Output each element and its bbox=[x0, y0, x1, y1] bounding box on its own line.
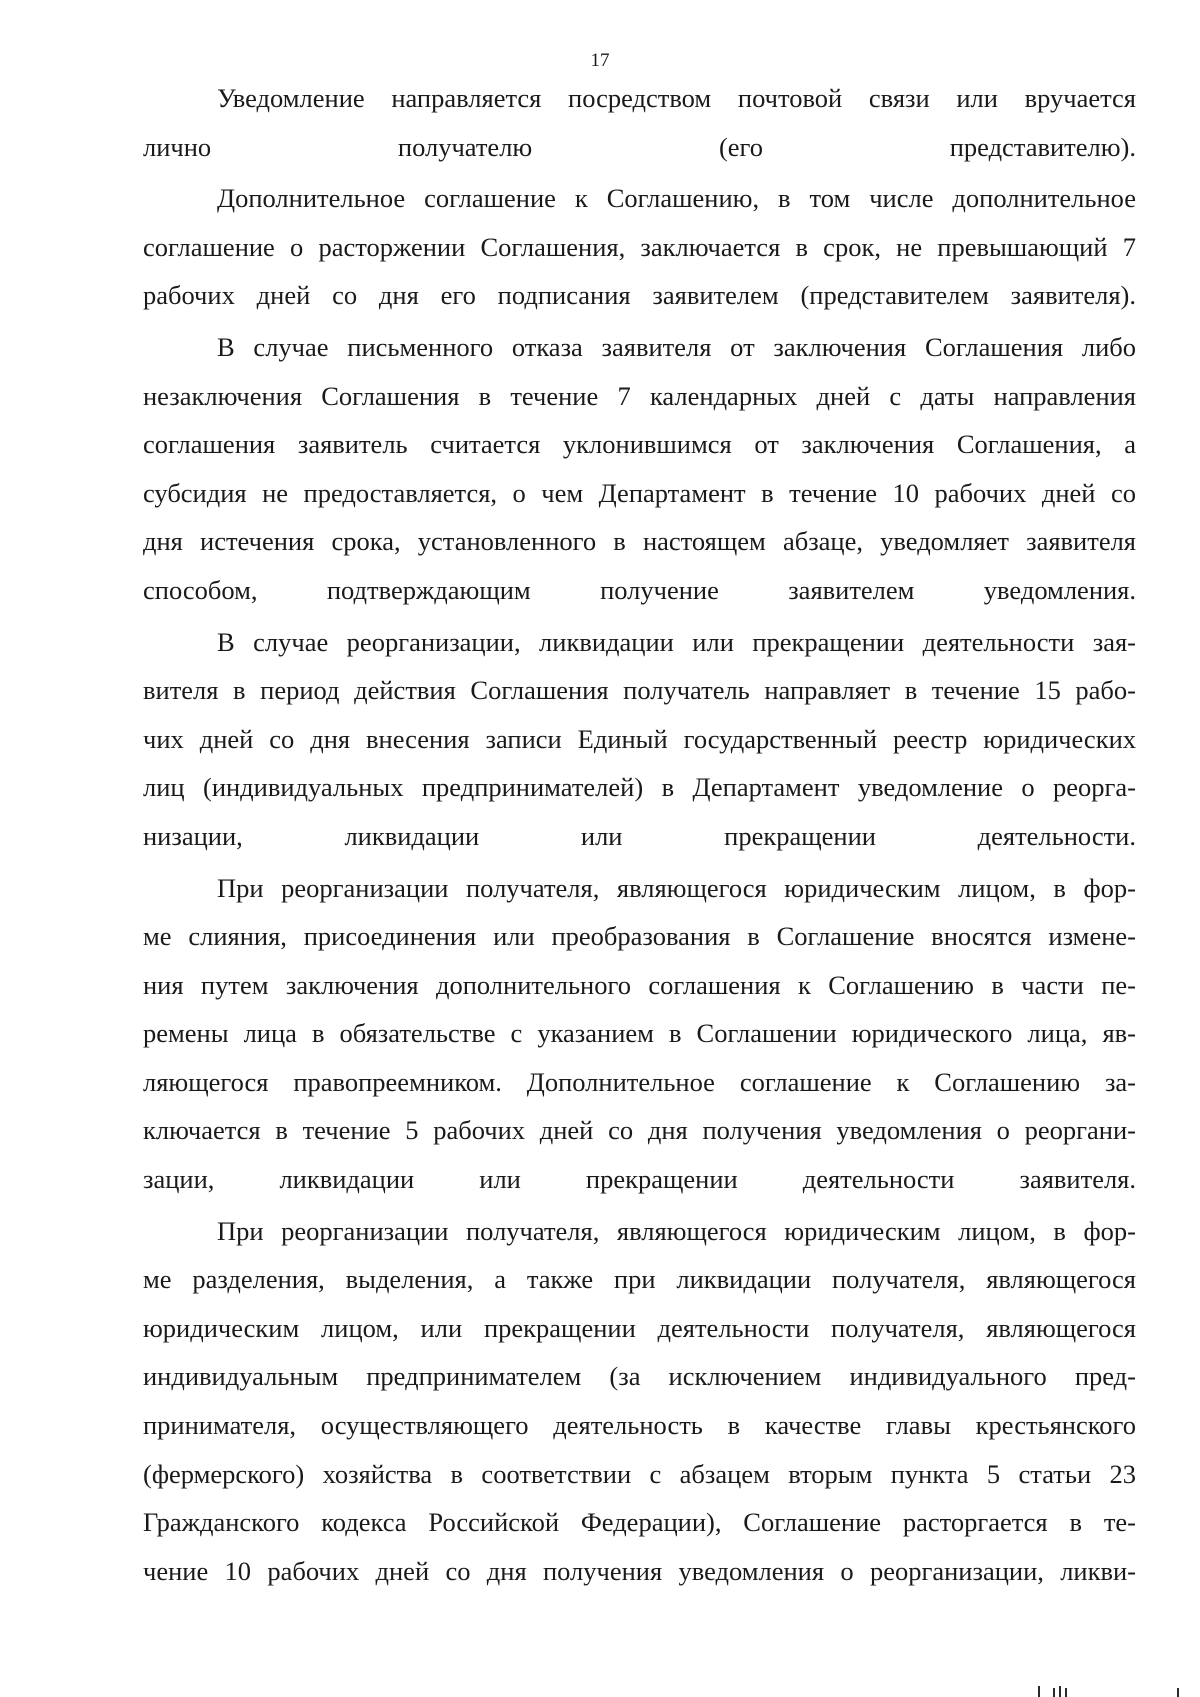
scan-artifact bbox=[1177, 1688, 1179, 1697]
paragraph-additional-agreement-term: Дополнительное соглашение к Соглашению, в том числе дополнительное соглашение о расторжении Соглашения, заключается в срок, не превышающий 7 рабочих дней со дня его подписания заявителем (представителем заявителя). bbox=[143, 183, 1136, 311]
paragraph-division-case: При реорганизации получателя, являющегося юридическим лицом, в фор- ме разделения, выделения, а также при ликвидации получателя, являющегося юридическим лицом, или прекращении деятельности получателя, являющегося индивидуальным предпринимателем (за исключением индивидуального пред- принимателя, осуществляющего деятельность в качестве главы крестьянского (фермерского) хозяйства в соответствии с абзацем вторым пункта 5 статьи 23 Гражданского кодекса Российской Федерации), Соглашение расторгается в те- чение 10 рабочих дней со дня получения уведомления о реорганизации, ликви- bbox=[143, 1215, 1136, 1586]
paragraph-refusal-case: В случае письменного отказа заявителя от заключения Соглашения либо незаключения Соглашения в течение 7 календарных дней с даты направления соглашения заявитель считается уклонившимся от заключения Соглашения, а субсидия не предоставляется, о чем Департамент в течение 10 рабочих дней со дня истечения срока, установленного в настоящем абзаце, уведомляет заявителя способом, подтверждающим получение заявителем уведомления. bbox=[143, 331, 1136, 605]
document-body bbox=[143, 74, 1136, 1598]
paragraph-notification-delivery: Уведомление направляется посредством почтовой связи или вручается лично получателю (его представителю). bbox=[143, 83, 1136, 162]
page-number: 17 bbox=[590, 50, 610, 71]
scan-artifact bbox=[1038, 1686, 1040, 1697]
scan-artifact bbox=[1065, 1688, 1067, 1697]
scan-artifact bbox=[1059, 1686, 1061, 1697]
paragraph-merger-case: При реорганизации получателя, являющегося юридическим лицом, в фор- ме слияния, присоединения или преобразования в Соглашение вносятся измене- ния путем заключения дополнительного соглашения к Соглашению в части пе- ремены лица в обязательстве с указанием в Соглашении юридического лица, яв- ляющегося правопреемником. Дополнительное соглашение к Соглашению за- ключается в течение 5 рабочих дней со дня получения уведомления о реоргани- зации, ликвидации или прекращении деятельности заявителя. bbox=[143, 872, 1136, 1195]
paragraph-reorganization-notice: В случае реорганизации, ликвидации или прекращении деятельности зая- вителя в период действия Соглашения получатель направляет в течение 15 рабо- чих дней со дня внесения записи Единый государственный реестр юридических лиц (индивидуальных предпринимателей) в Департамент уведомление о реорга- низации, ликвидации или прекращении деятельности. bbox=[143, 626, 1136, 851]
scan-artifact bbox=[1053, 1688, 1055, 1697]
